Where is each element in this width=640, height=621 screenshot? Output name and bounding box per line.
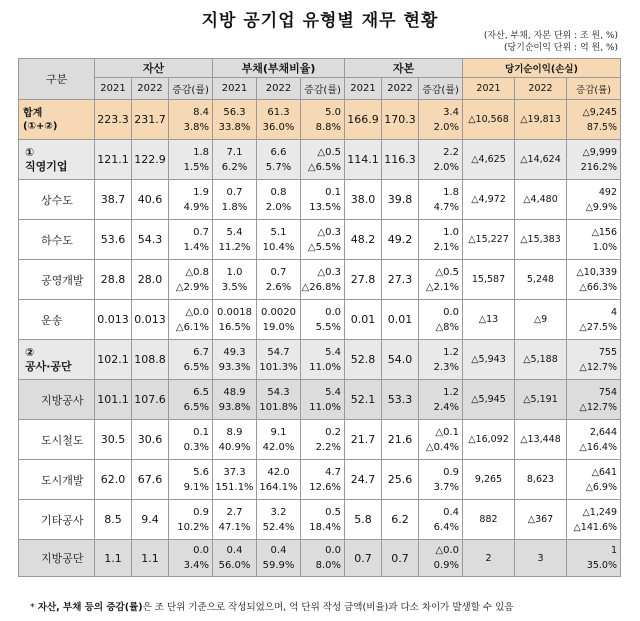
equity-2021: 0.01 [345, 300, 382, 340]
row-label: ② 공사·공단 [19, 340, 95, 380]
debt-2022: 3.2 52.4% [257, 500, 301, 540]
row-label: 지방공단 [19, 540, 95, 577]
asset-change: 0.9 10.2% [169, 500, 213, 540]
table-row [19, 140, 621, 180]
debt-2021: 37.3 151.1% [213, 460, 257, 500]
net-income-2021: 15,587 [463, 260, 515, 300]
asset-2021: 8.5 [95, 500, 132, 540]
subheader-equity-year2: 2022 [382, 78, 419, 100]
asset-change: 0.7 1.4% [169, 220, 213, 260]
debt-2022: 54.3 101.8% [257, 380, 301, 420]
net-income-2021: △4,625 [463, 140, 515, 180]
asset-2021: 121.1 [95, 140, 132, 180]
debt-change: 4.7 12.6% [301, 460, 345, 500]
debt-change: 5.0 8.8% [301, 100, 345, 140]
table-row [19, 300, 621, 340]
net-income-2022: △367 [515, 500, 567, 540]
asset-2022: 107.6 [132, 380, 169, 420]
equity-2021: 166.9 [345, 100, 382, 140]
equity-change: 1.8 4.7% [419, 180, 463, 220]
asset-change: 0.0 3.4% [169, 540, 213, 577]
equity-2021: 21.7 [345, 420, 382, 460]
equity-change: 0.4 6.4% [419, 500, 463, 540]
equity-2021: 38.0 [345, 180, 382, 220]
row-label: 지방공사 [19, 380, 95, 420]
net-income-2021: △5,945 [463, 380, 515, 420]
equity-2021: 0.7 [345, 540, 382, 577]
table-row [19, 100, 621, 140]
asset-2022: 54.3 [132, 220, 169, 260]
asset-2022: 28.0 [132, 260, 169, 300]
unit-note-assets: (자산, 부채, 자본 단위 : 조 원, %) [483, 31, 618, 41]
row-label: 합계 (①+②) [19, 100, 95, 140]
equity-2022: 53.3 [382, 380, 419, 420]
net-income-change: 2,644 △16.4% [567, 420, 621, 460]
net-income-2022: △5,188 [515, 340, 567, 380]
net-income-2021: 9,265 [463, 460, 515, 500]
debt-change: 5.4 11.0% [301, 340, 345, 380]
net-income-change: 492 △9.9% [567, 180, 621, 220]
equity-2022: 170.3 [382, 100, 419, 140]
net-income-2022: △19,813 [515, 100, 567, 140]
asset-2022: 0.013 [132, 300, 169, 340]
net-income-change: 755 △12.7% [567, 340, 621, 380]
subheader-pl-year1: 2021 [463, 78, 515, 100]
footnote: * 자산, 부채 등의 증감(률)은 조 단위 기준으로 작성되었으며, 억 단위 작성 금액(비율)과 다소 차이가 발생할 수 있음 [30, 602, 514, 613]
debt-2021: 0.4 56.0% [213, 540, 257, 577]
debt-change: 0.2 2.2% [301, 420, 345, 460]
row-label: 도시철도 [19, 420, 95, 460]
debt-2022: 0.7 2.6% [257, 260, 301, 300]
asset-2022: 9.4 [132, 500, 169, 540]
subheader-debt-change: 증감(률) [301, 78, 345, 100]
asset-change: 6.5 6.5% [169, 380, 213, 420]
asset-2021: 38.7 [95, 180, 132, 220]
net-income-2022: △13,448 [515, 420, 567, 460]
equity-change: 1.0 2.1% [419, 220, 463, 260]
equity-2021: 48.2 [345, 220, 382, 260]
subheader-pl-year2: 2022 [515, 78, 567, 100]
equity-2021: 27.8 [345, 260, 382, 300]
asset-change: 1.8 1.5% [169, 140, 213, 180]
equity-2022: 54.0 [382, 340, 419, 380]
equity-2022: 6.2 [382, 500, 419, 540]
net-income-2021: △13 [463, 300, 515, 340]
net-income-2021: △15,227 [463, 220, 515, 260]
net-income-2022: 3 [515, 540, 567, 577]
asset-2022: 67.6 [132, 460, 169, 500]
net-income-change: 4 △27.5% [567, 300, 621, 340]
asset-2021: 101.1 [95, 380, 132, 420]
net-income-change: 754 △12.7% [567, 380, 621, 420]
debt-2022: 0.4 59.9% [257, 540, 301, 577]
net-income-2022: △14,624 [515, 140, 567, 180]
net-income-2021: △4,972 [463, 180, 515, 220]
debt-change: 0.0 8.0% [301, 540, 345, 577]
net-income-2021: 882 [463, 500, 515, 540]
debt-2021: 1.0 3.5% [213, 260, 257, 300]
debt-2022: 6.6 5.7% [257, 140, 301, 180]
debt-2021: 7.1 6.2% [213, 140, 257, 180]
equity-2021: 5.8 [345, 500, 382, 540]
debt-2022: 5.1 10.4% [257, 220, 301, 260]
page-title: 지방 공기업 유형별 재무 현황 [201, 11, 439, 31]
equity-2021: 114.1 [345, 140, 382, 180]
row-label: 도시개발 [19, 460, 95, 500]
asset-2021: 53.6 [95, 220, 132, 260]
debt-change: 5.4 11.0% [301, 380, 345, 420]
debt-2021: 49.3 93.3% [213, 340, 257, 380]
equity-2022: 116.3 [382, 140, 419, 180]
asset-2021: 0.013 [95, 300, 132, 340]
asset-2021: 30.5 [95, 420, 132, 460]
asset-2021: 1.1 [95, 540, 132, 577]
equity-change: △0.1 △0.4% [419, 420, 463, 460]
asset-change: △0.0 △6.1% [169, 300, 213, 340]
net-income-2021: △16,092 [463, 420, 515, 460]
table-row [19, 500, 621, 540]
asset-2021: 223.3 [95, 100, 132, 140]
subheader-asset-year2: 2022 [132, 78, 169, 100]
asset-2021: 102.1 [95, 340, 132, 380]
equity-2021: 24.7 [345, 460, 382, 500]
debt-change: 0.1 13.5% [301, 180, 345, 220]
equity-2022: 39.8 [382, 180, 419, 220]
net-income-2021: △5,943 [463, 340, 515, 380]
equity-2021: 52.8 [345, 340, 382, 380]
debt-2021: 48.9 93.8% [213, 380, 257, 420]
net-income-2022: △9 [515, 300, 567, 340]
debt-change: △0.3 △5.5% [301, 220, 345, 260]
debt-change: △0.3 △26.8% [301, 260, 345, 300]
equity-2022: 27.3 [382, 260, 419, 300]
equity-change: 1.2 2.4% [419, 380, 463, 420]
table-row [19, 460, 621, 500]
net-income-change: △9,245 87.5% [567, 100, 621, 140]
debt-2022: 42.0 164.1% [257, 460, 301, 500]
debt-2022: 0.8 2.0% [257, 180, 301, 220]
asset-2021: 62.0 [95, 460, 132, 500]
equity-change: 1.2 2.3% [419, 340, 463, 380]
debt-2021: 2.7 47.1% [213, 500, 257, 540]
equity-change: 2.2 2.0% [419, 140, 463, 180]
asset-change: 0.1 0.3% [169, 420, 213, 460]
unit-note [484, 30, 618, 54]
net-income-2022: △5,191 [515, 380, 567, 420]
net-income-change: △156 1.0% [567, 220, 621, 260]
debt-2022: 0.0020 19.0% [257, 300, 301, 340]
net-income-2022: △4,480 [515, 180, 567, 220]
debt-2022: 9.1 42.0% [257, 420, 301, 460]
asset-change: 8.4 3.8% [169, 100, 213, 140]
table-row [19, 420, 621, 460]
debt-2022: 54.7 101.3% [257, 340, 301, 380]
subheader-pl-change: 증감(률) [567, 78, 621, 100]
table-row [19, 260, 621, 300]
debt-2021: 5.4 11.2% [213, 220, 257, 260]
equity-2022: 49.2 [382, 220, 419, 260]
subheader-equity-year1: 2021 [345, 78, 382, 100]
finance-table [18, 58, 621, 577]
header-net-income: 당기순이익(손실) [463, 59, 621, 78]
header-category: 구분 [19, 59, 95, 100]
debt-2021: 0.7 1.8% [213, 180, 257, 220]
debt-change: 0.5 18.4% [301, 500, 345, 540]
net-income-change: △641 △6.9% [567, 460, 621, 500]
header-equity: 자본 [345, 59, 463, 78]
equity-2022: 0.01 [382, 300, 419, 340]
equity-2022: 25.6 [382, 460, 419, 500]
row-label: 하수도 [19, 220, 95, 260]
net-income-2022: △15,383 [515, 220, 567, 260]
debt-change: 0.0 5.5% [301, 300, 345, 340]
debt-2021: 8.9 40.9% [213, 420, 257, 460]
asset-2022: 122.9 [132, 140, 169, 180]
asset-change: 5.6 9.1% [169, 460, 213, 500]
debt-2021: 56.3 33.8% [213, 100, 257, 140]
net-income-change: △1,249 △141.6% [567, 500, 621, 540]
equity-2022: 0.7 [382, 540, 419, 577]
subheader-equity-change: 증감(률) [419, 78, 463, 100]
net-income-change: △10,339 △66.3% [567, 260, 621, 300]
subheader-asset-year1: 2021 [95, 78, 132, 100]
asset-2022: 108.8 [132, 340, 169, 380]
asset-2022: 1.1 [132, 540, 169, 577]
net-income-2022: 5,248 [515, 260, 567, 300]
subheader-asset-change: 증감(률) [169, 78, 213, 100]
net-income-2022: 8,623 [515, 460, 567, 500]
row-label: ① 직영기업 [19, 140, 95, 180]
equity-change: 0.0 △8% [419, 300, 463, 340]
net-income-change: 1 35.0% [567, 540, 621, 577]
net-income-change: △9,999 216.2% [567, 140, 621, 180]
subheader-debt-year2: 2022 [257, 78, 301, 100]
debt-change: △0.5 △6.5% [301, 140, 345, 180]
row-label: 상수도 [19, 180, 95, 220]
header-debt: 부채(부채비율) [213, 59, 345, 78]
net-income-2021: 2 [463, 540, 515, 577]
debt-2021: 0.0018 16.5% [213, 300, 257, 340]
asset-change: 1.9 4.9% [169, 180, 213, 220]
equity-2022: 21.6 [382, 420, 419, 460]
equity-change: 3.4 2.0% [419, 100, 463, 140]
table-row [19, 380, 621, 420]
row-label: 운송 [19, 300, 95, 340]
header-asset: 자산 [95, 59, 213, 78]
net-income-2021: △10,568 [463, 100, 515, 140]
asset-change: 6.7 6.5% [169, 340, 213, 380]
unit-note-net-income: (당기순이익 단위 : 억 원, %) [503, 43, 618, 53]
row-label: 기타공사 [19, 500, 95, 540]
equity-change: 0.9 3.7% [419, 460, 463, 500]
subheader-debt-year1: 2021 [213, 78, 257, 100]
equity-change: △0.5 △2.1% [419, 260, 463, 300]
table-row [19, 540, 621, 577]
asset-2022: 30.6 [132, 420, 169, 460]
asset-2022: 40.6 [132, 180, 169, 220]
equity-change: △0.0 0.9% [419, 540, 463, 577]
asset-change: △0.8 △2.9% [169, 260, 213, 300]
asset-2022: 231.7 [132, 100, 169, 140]
row-label: 공영개발 [19, 260, 95, 300]
table-row [19, 180, 621, 220]
debt-2022: 61.3 36.0% [257, 100, 301, 140]
asset-2021: 28.8 [95, 260, 132, 300]
equity-2021: 52.1 [345, 380, 382, 420]
table-row [19, 340, 621, 380]
table-row [19, 220, 621, 260]
